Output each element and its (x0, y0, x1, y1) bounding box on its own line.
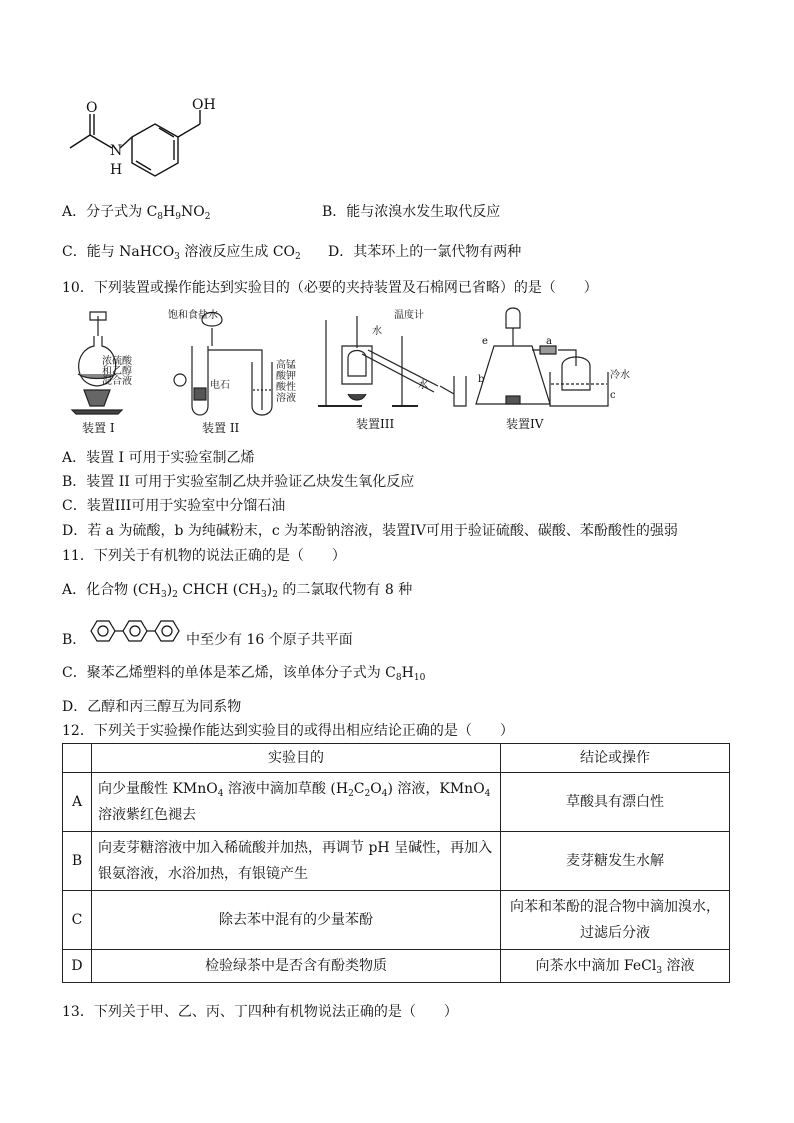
nitrogen-label: N (110, 143, 123, 159)
table-row (63, 773, 730, 832)
apparatus-ii-liquid-3: 酸性 (276, 382, 296, 393)
row-result: 向茶水中滴加 FeCl$_3$ 溶液 (501, 950, 730, 983)
table-row (63, 832, 730, 891)
apparatus-ii-brine: 饱和食盐水 (168, 310, 218, 321)
hydroxyl-label: OH (192, 97, 216, 113)
apparatus-i-liquid-3: 混合液 (102, 376, 132, 387)
q11-option-c: C．聚苯乙烯塑料的单体是苯乙烯，该单体分子式为 $C_8H_{10}$ (62, 665, 426, 683)
q9-option-c: C．能与 NaHCO$_3$ 溶液反应生成 $CO_2$ (62, 244, 301, 262)
q10-option-c: C．装置III可用于实验室中分馏石油 (62, 498, 286, 514)
apparatus-iv-c: c (610, 390, 616, 401)
apparatus-ii-label: 装置 II (202, 421, 240, 435)
q10-stem: 10．下列装置或操作能达到实验目的（必要的夹持装置及石棉网已省略）的是（ ） (62, 280, 598, 296)
q11-option-d: D．乙醇和丙三醇互为同系物 (62, 699, 242, 715)
row-label: A (63, 773, 92, 832)
hydrogen-label: H (110, 162, 123, 178)
apparatus-iv-e: e (482, 336, 488, 347)
apparatus-i-label: 装置 I (82, 421, 115, 435)
apparatus-ii-liquid-2: 酸钾 (276, 371, 296, 382)
apparatus-iii-thermometer: 温度计 (394, 310, 424, 321)
apparatus-i-liquid-2: 和乙醇 (102, 366, 132, 377)
row-label: B (63, 832, 92, 891)
header-purpose: 实验目的 (92, 744, 501, 773)
q11-stem: 11．下列关于有机物的说法正确的是（ ） (62, 548, 346, 564)
apparatus-ii-liquid-1: 高锰 (276, 360, 296, 371)
q13-stem: 13．下列关于甲、乙、丙、丁四种有机物说法正确的是（ ） (62, 1004, 458, 1020)
q10-apparatus-figure (62, 306, 682, 436)
q11-option-b: 中至少有 16 个原子共平面 (186, 632, 353, 648)
oxygen-label: O (86, 100, 98, 116)
apparatus-ii-liquid-4: 溶液 (276, 393, 296, 404)
apparatus-iii-label: 装置III (356, 417, 395, 431)
row-result: 草酸具有漂白性 (501, 773, 730, 832)
row-label: D (63, 950, 92, 983)
q10-option-d: D．若 a 为硫酸，b 为纯碱粉末，c 为苯酚钠溶液，装置IV可用于验证硫酸、碳酸、苯酚酸性的强弱 (62, 523, 678, 539)
q11-option-a: A．化合物 $(CH_3)_2$ CHCH $(CH_3)_2$ 的二氯取代物有 8 种 (62, 582, 413, 600)
table-row (63, 891, 730, 950)
apparatus-iii-water-in: 水 (372, 326, 382, 337)
q12-stem: 12．下列关于实验操作能达到实验目的或得出相应结论正确的是（ ） (62, 723, 514, 739)
row-purpose: 检验绿茶中是否含有酚类物质 (92, 950, 501, 983)
paracetamol-structure (60, 88, 230, 183)
row-label: C (63, 891, 92, 950)
q9-option-d: D．其苯环上的一氯代物有两种 (328, 244, 522, 260)
table-row (63, 950, 730, 983)
row-purpose: 除去苯中混有的少量苯酚 (92, 891, 501, 950)
row-result: 麦芽糖发生水解 (501, 832, 730, 891)
apparatus-iii-water-out: 水 (418, 380, 428, 391)
q9-option-a: A．分子式为 $C_8H_9NO_2$ (62, 204, 211, 222)
terphenyl-structure (88, 618, 188, 644)
q12-table (62, 743, 730, 983)
header-result: 结论或操作 (501, 744, 730, 773)
q9-option-b: B．能与浓溴水发生取代反应 (322, 204, 501, 220)
apparatus-iv-label: 装置IV (506, 417, 544, 431)
row-result: 向苯和苯酚的混合物中滴加溴水，过滤后分液 (501, 891, 730, 950)
apparatus-iv-cold-water: 冷水 (610, 370, 630, 381)
row-purpose: 向少量酸性 KMnO$_4$ 溶液中滴加草酸 $(H_2C_2O_4)$ 溶液，KMnO$_4$ 溶液紫红色褪去 (92, 773, 501, 832)
q10-option-a: A．装置 I 可用于实验室制乙烯 (62, 450, 255, 466)
apparatus-iv-a: a (546, 336, 552, 347)
apparatus-iv-b: b (478, 374, 485, 385)
table-header-row (63, 744, 730, 773)
apparatus-ii-carbide: 电石 (210, 380, 230, 391)
q11-option-b-prefix: B． (62, 632, 87, 648)
apparatus-i-liquid-1: 浓硫酸 (102, 356, 132, 367)
q10-option-b: B．装置 II 可用于实验室制乙炔并验证乙炔发生氧化反应 (62, 474, 415, 490)
row-purpose: 向麦芽糖溶液中加入稀硫酸并加热，再调节 pH 呈碱性，再加入银氨溶液，水浴加热，有银镜产生 (92, 832, 501, 891)
